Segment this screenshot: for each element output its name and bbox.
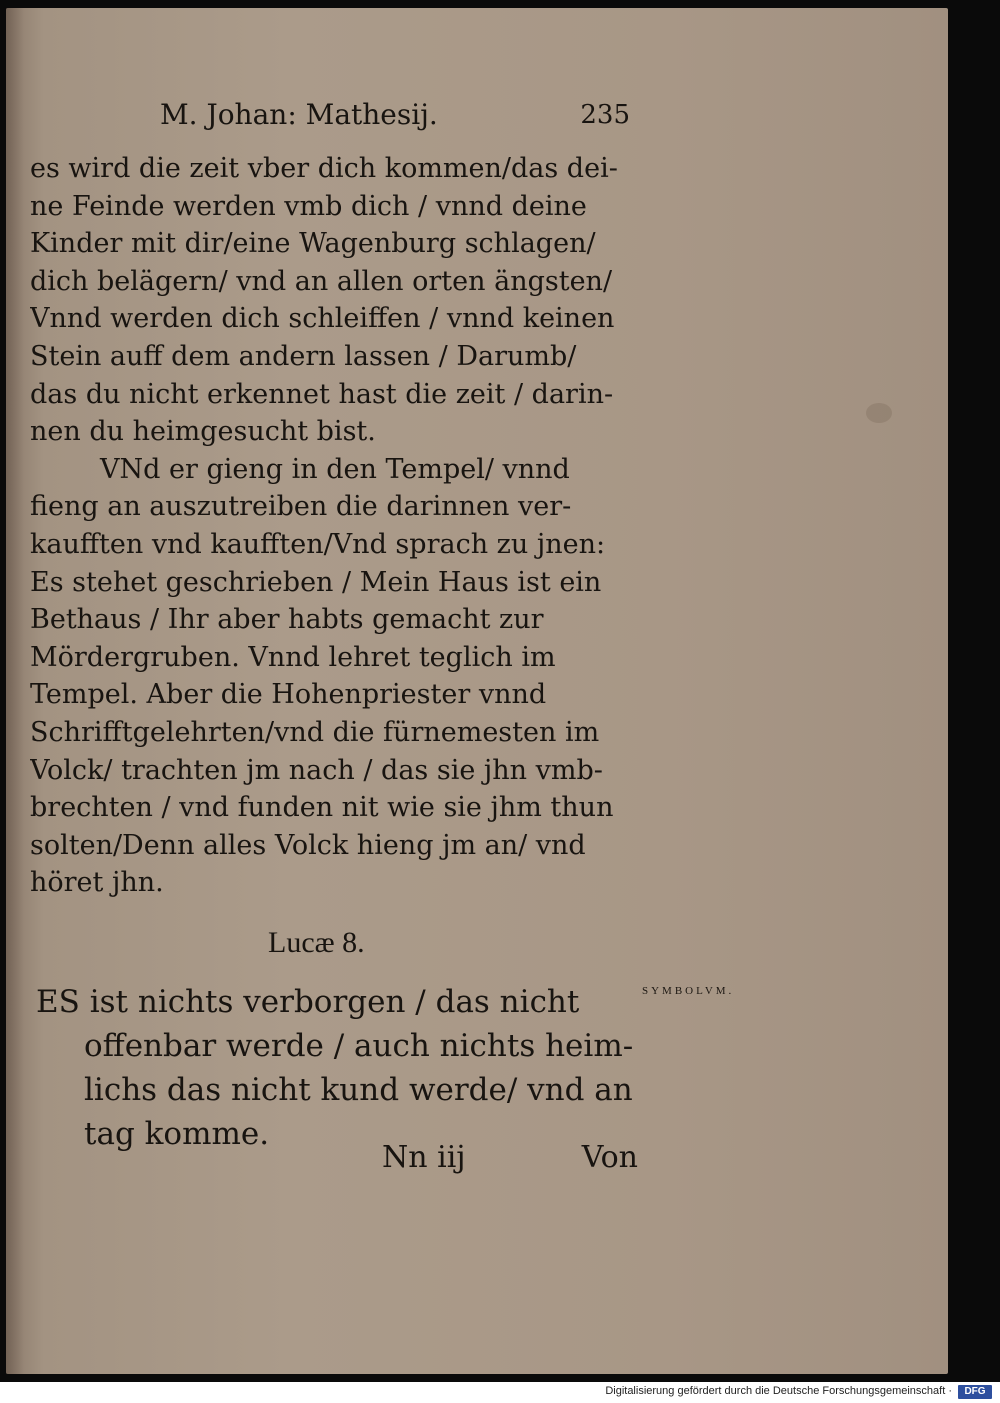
quote-line: offenbar werde / auch nichts heim- <box>84 1028 634 1064</box>
text-line: Schrifftgelehrten/vnd die fürnemesten im <box>30 716 600 748</box>
text-line: Stein auff dem andern lassen / Darumb/ <box>30 340 577 372</box>
scripture-reference: Lucæ 8. <box>268 926 365 959</box>
quote-line: tag komme. <box>84 1116 270 1152</box>
page-gutter-shadow <box>6 8 24 1374</box>
margin-note: SYMBOLVM. <box>642 985 735 997</box>
text-line: das du nicht erkennet hast die zeit / darin- <box>30 378 614 410</box>
text-line: fieng an auszutreiben die darinnen ver- <box>30 491 572 523</box>
text-line: Bethaus / Ihr aber habts gemacht zur <box>30 604 544 636</box>
text-line: es wird die zeit vber dich kommen/das dei- <box>30 153 618 184</box>
credit-text: Digitalisierung gefördert durch die Deutsche Forschungsgemeinschaft · <box>605 1385 952 1397</box>
text-line: Volck/ trachten jm nach / das sie jhn vmb- <box>30 754 603 786</box>
text-line: Vnnd werden dich schleiffen / vnnd keinen <box>30 303 615 335</box>
quotation <box>36 980 636 1156</box>
running-title: M. Johan: Mathesij. <box>160 98 438 131</box>
quote-line: lichs das nicht kund werde/ vnd an <box>84 1072 633 1108</box>
text-line: Tempel. Aber die Hohenpriester vnnd <box>30 679 547 711</box>
text-line: nen du heimgesucht bist. <box>30 416 376 448</box>
dfg-logo: DFG <box>958 1385 992 1399</box>
signature-mark: Nn iij <box>382 1140 466 1175</box>
body-text <box>30 150 630 902</box>
text-line: Mördergruben. Vnnd lehret teglich im <box>30 641 556 673</box>
credit-bar <box>0 1382 1000 1403</box>
quote-line: ES ist nichts verborgen / das nicht <box>36 984 580 1020</box>
text-line: ne Feinde werden vmb dich / vnnd deine <box>30 190 587 222</box>
text-line: brechten / vnd funden nit wie sie jhm thun <box>30 792 614 824</box>
page-footer <box>382 1140 638 1184</box>
text-line: VNd er gieng in den Tempel/ vnnd <box>100 453 570 485</box>
text-line: Es stehet geschrieben / Mein Haus ist ein <box>30 566 602 598</box>
text-line: Kinder mit dir/eine Wagenburg schlagen/ <box>30 228 596 260</box>
text-line: dich belägern/ vnd an allen orten ängsten/ <box>30 265 613 297</box>
catchword: Von <box>581 1140 638 1175</box>
text-line: höret jhn. <box>30 867 164 899</box>
text-line: kaufften vnd kaufften/Vnd sprach zu jnen: <box>30 528 606 560</box>
page-number: 235 <box>580 100 630 130</box>
paper-stain <box>866 403 892 423</box>
text-line: solten/Denn alles Volck hieng jm an/ vnd <box>30 829 586 861</box>
page-header <box>160 98 630 138</box>
